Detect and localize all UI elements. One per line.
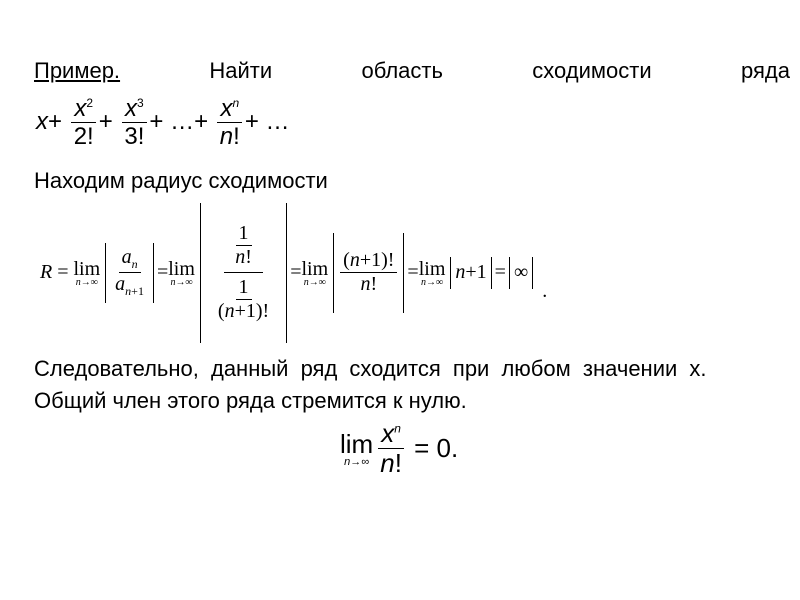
- radius-formula: R = lim n→∞ $\frac{a_n}{a_{n+1}}$ = lim n→∞ $\frac{\frac{1}{n!}}{\frac{1}{(n+1)!}}$ = lim n→∞ $\frac{(n+1)!}{n!}$ = lim n→∞ n +1 = ∞ .: [40, 200, 547, 345]
- example-label: Пример.: [34, 58, 121, 83]
- limit-formula: lim n→∞ $\frac{x^n}{n!}$ = 0.: [340, 418, 459, 479]
- conclusion-line: Следовательно, данный ряд сходится при любом значении x.: [34, 356, 707, 381]
- word-find: Найти: [209, 58, 273, 83]
- word-series: ряда: [740, 58, 790, 83]
- series-formula: x+ $\frac{x^2}{2!}$ + $\frac{x^3}{3!}$ + …+ $\frac{x^n}{n!}$ + …: [36, 95, 290, 151]
- word-convergence: сходимости: [532, 58, 652, 83]
- problem-statement-line: [34, 58, 790, 84]
- word-region: область: [361, 58, 443, 83]
- general-term-line: Общий член этого ряда стремится к нулю.: [34, 388, 467, 413]
- radius-heading: Находим радиус сходимости: [34, 168, 328, 193]
